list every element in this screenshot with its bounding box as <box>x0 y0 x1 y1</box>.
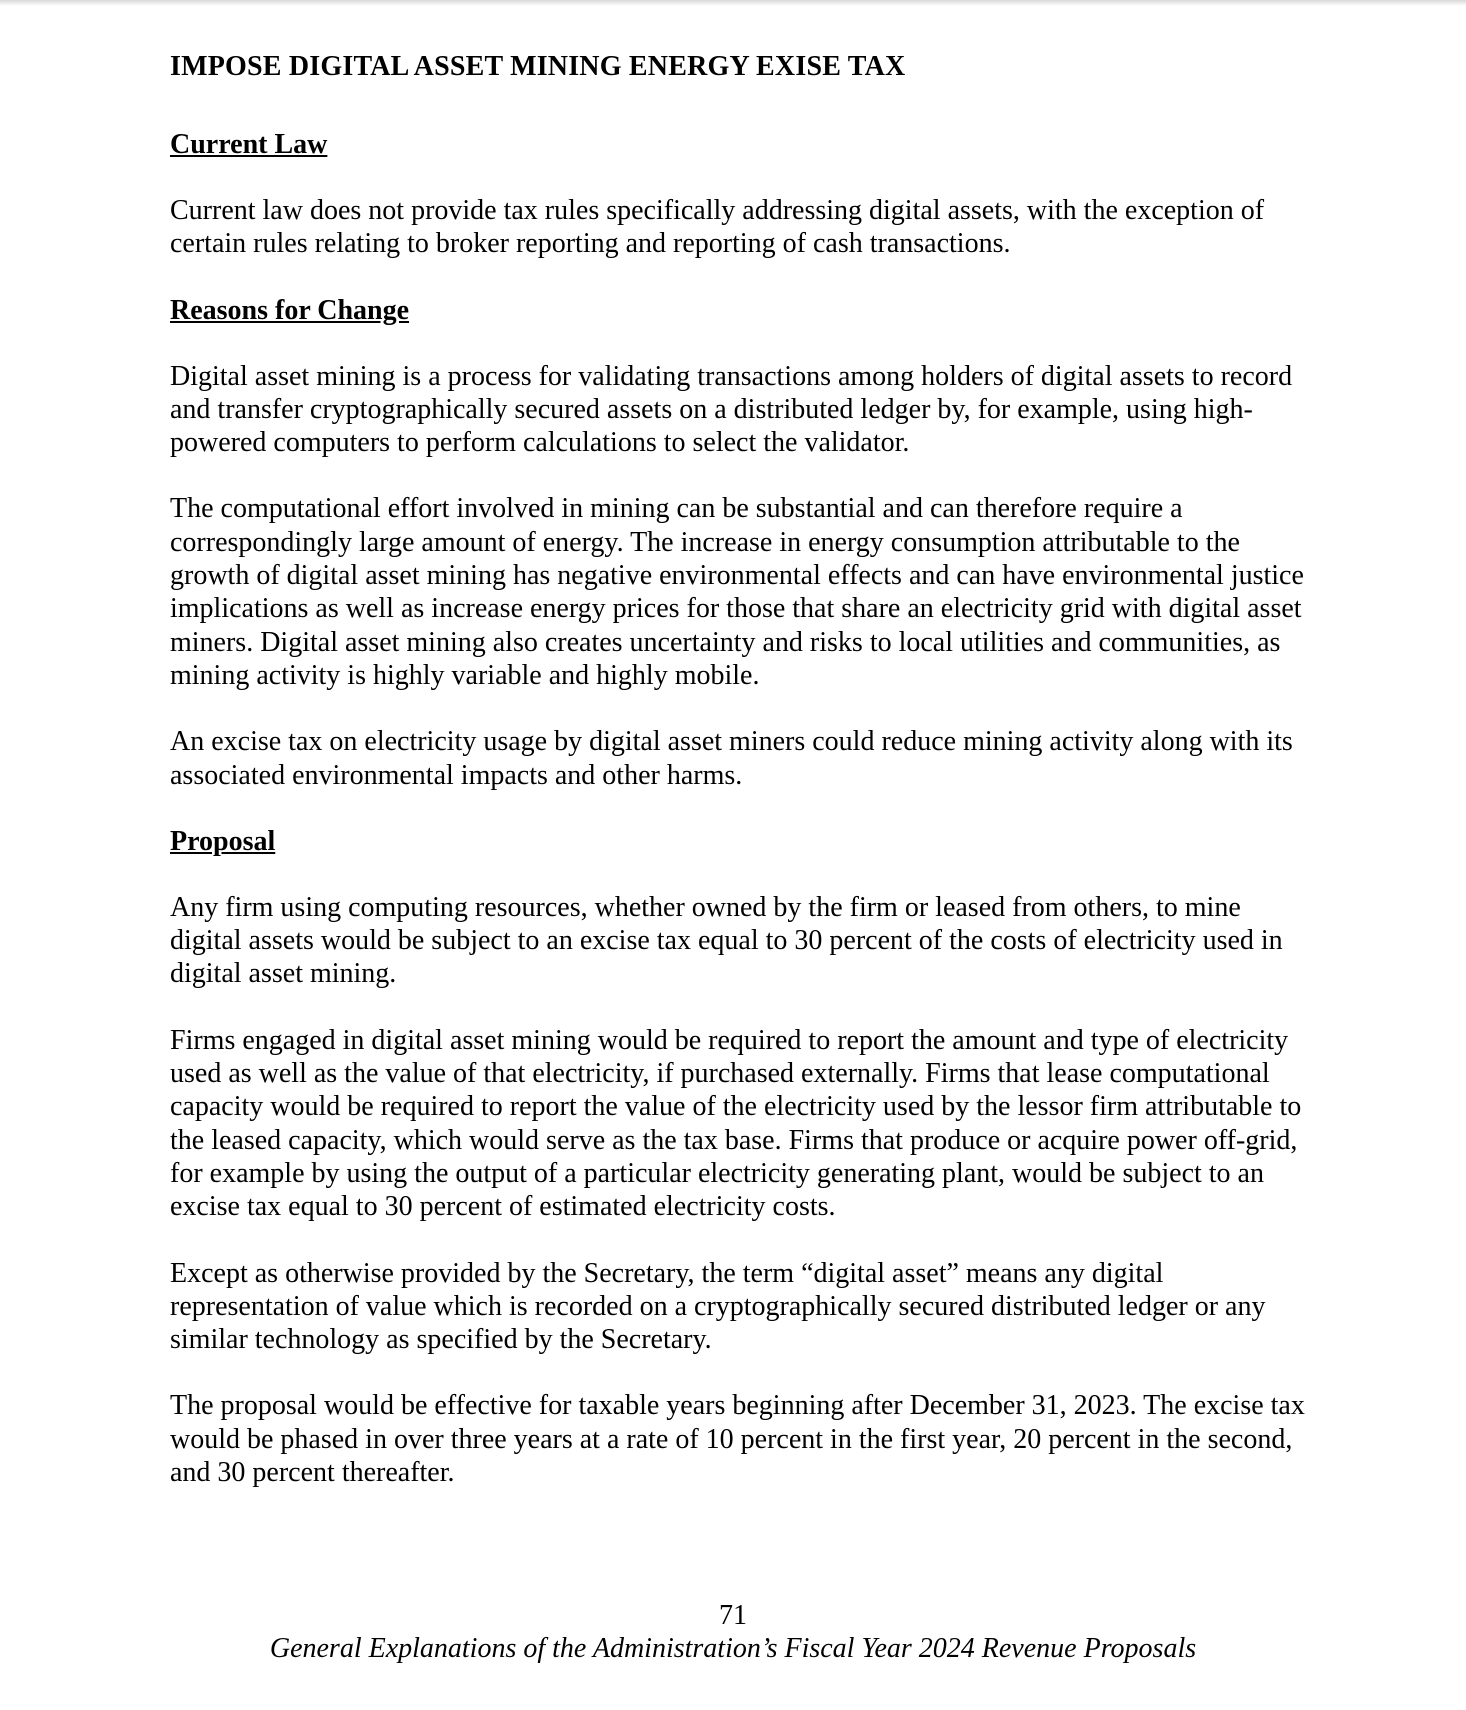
section-proposal <box>170 825 1310 1489</box>
paragraph-proposal-3: Except as otherwise provided by the Secretary, the term “digital asset” means any digital representation of value which is recorded on a cryptographically secured distributed ledger or any similar technology as specified by the Secretary. <box>170 1257 1266 1356</box>
paragraph-proposal-2: Firms engaged in digital asset mining would be required to report the amount and type of electricity used as well as the value of that electricity, if purchased externally. Firms that lease computational capacity would be required to report the value of the electricity used by the lessor firm attributable to the leased capacity, which would serve as the tax base. Firms that produce or acquire power off-grid, for example by using the output of a particular electricity generating plant, would be subject to an excise tax equal to 30 percent of estimated electricity costs. <box>170 1024 1302 1223</box>
section-current-law <box>170 128 1310 261</box>
heading-current-law: Current Law <box>170 129 328 160</box>
paragraph-reasons-3: An excise tax on electricity usage by digital asset miners could reduce mining activity along with its associated environmental impacts and other harms. <box>170 726 1293 791</box>
paragraph-current-law-1: Current law does not provide tax rules specifically addressing digital assets, with the exception of certain rules relating to broker reporting and reporting of cash transactions. <box>170 195 1265 260</box>
paragraph-proposal-4: The proposal would be effective for taxable years beginning after December 31, 2023. The excise tax would be phased in over three years at a rate of 10 percent in the first year, 20 percent in the second, and 30 percent thereafter. <box>170 1390 1305 1489</box>
heading-proposal: Proposal <box>170 825 276 857</box>
page-top-edge <box>0 0 1466 6</box>
document-page <box>170 50 1310 1522</box>
page-number: 71 <box>719 1600 747 1631</box>
section-reasons-for-change <box>170 294 1310 792</box>
paragraph-proposal-1: Any firm using computing resources, whether owned by the firm or leased from others, to mine digital assets would be subject to an excise tax equal to 30 percent of the costs of electricity used in digital asset mining. <box>170 891 1283 990</box>
heading-reasons-for-change: Reasons for Change <box>170 294 410 326</box>
publication-title: General Explanations of the Administration’s Fiscal Year 2024 Revenue Proposals <box>269 1633 1197 1664</box>
paragraph-reasons-2: The computational effort involved in mining can be substantial and can therefore require a correspondingly large amount of energy. The increase in energy consumption attributable to the growth of digital asset mining has negative environmental effects and can have environmental justice implications as well as increase energy prices for those that share an electricity grid with digital asset miners. Digital asset mining also creates uncertainty and risks to local utilities and communities, as mining activity is highly variable and highly mobile. <box>170 493 1304 691</box>
paragraph-reasons-1: Digital asset mining is a process for validating transactions among holders of digital assets to record and transfer cryptographically secured assets on a distributed ledger by, for example, using high-powered computers to perform calculations to select the validator. <box>170 360 1293 459</box>
document-title: IMPOSE DIGITAL ASSET MINING ENERGY EXISE TAX <box>170 51 906 82</box>
